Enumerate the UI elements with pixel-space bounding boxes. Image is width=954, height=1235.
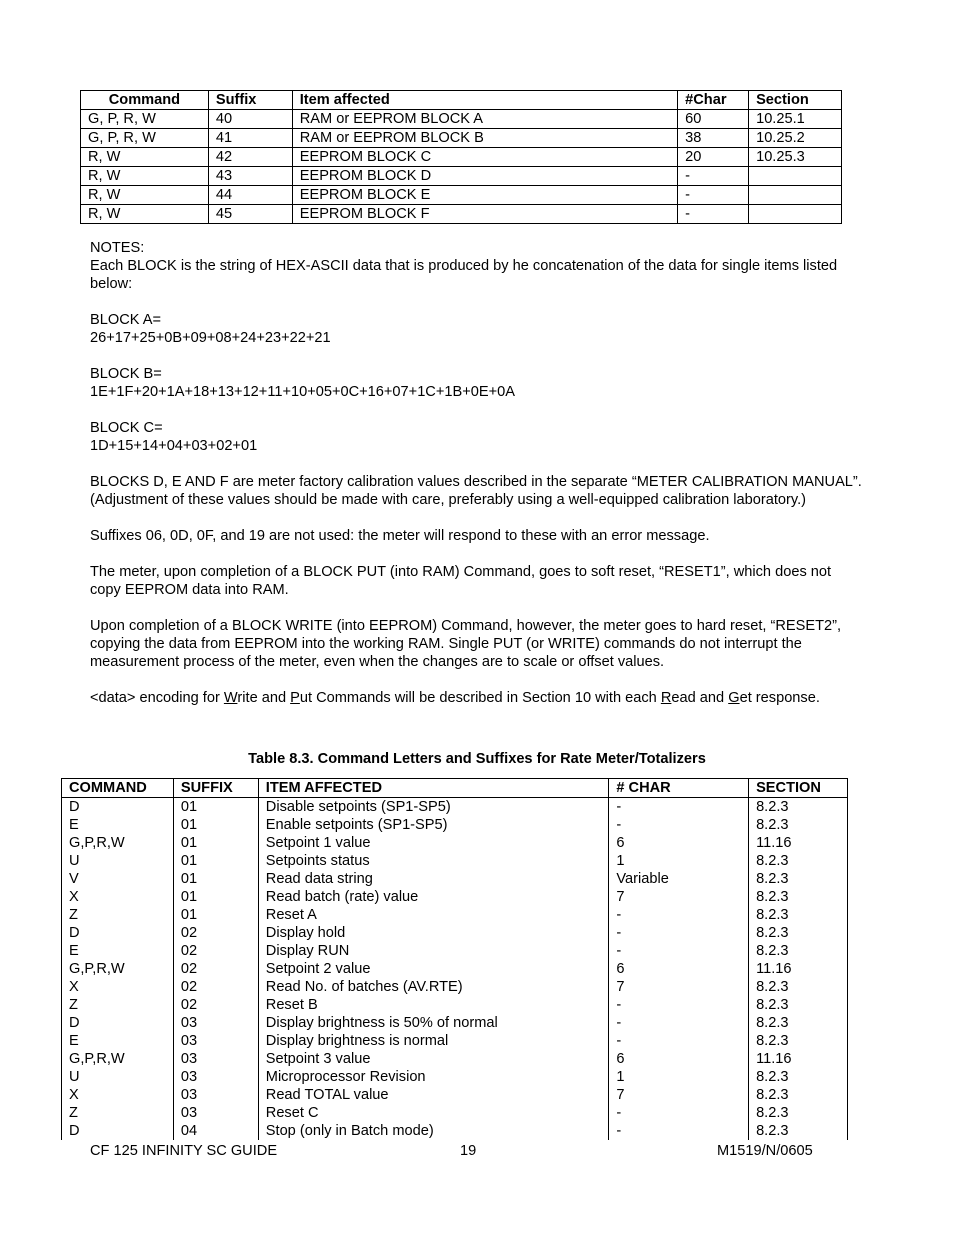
cell-char: - — [609, 942, 749, 960]
cell-char: 7 — [609, 888, 749, 906]
block-c-value: 1D+15+14+04+03+02+01 — [90, 438, 258, 454]
cell-section: 8.2.3 — [749, 1068, 848, 1086]
cell-command: G,P,R,W — [62, 834, 174, 852]
table-row — [81, 186, 842, 205]
cell-char: - — [609, 906, 749, 924]
cell-command: D — [62, 924, 174, 942]
write-reset-paragraph: Upon completion of a BLOCK WRITE (into EEPROM) Command, however, the meter goes to hard reset, “RESET2”, copying the data from EEPROM into the working RAM. Single PUT (or WRITE) commands do not interrupt the measurement process of the meter, even when the changes are to scale or offset values. — [90, 618, 842, 670]
column-header-suffix: SUFFIX — [173, 779, 258, 798]
cell-suffix: 45 — [208, 205, 292, 224]
cell-char: - — [678, 205, 749, 224]
column-header-section: Section — [749, 91, 842, 110]
cell-char: - — [609, 1032, 749, 1050]
cell-char: 6 — [609, 960, 749, 978]
footer-page-number: 19 — [460, 1143, 477, 1159]
cell-char: - — [609, 1122, 749, 1140]
cell-section: 8.2.3 — [749, 888, 848, 906]
cell-item: EEPROM BLOCK C — [292, 148, 677, 167]
cell-char: - — [678, 186, 749, 205]
cell-section: 10.25.3 — [749, 148, 842, 167]
cell-item: Setpoint 1 value — [258, 834, 609, 852]
cell-item: Enable setpoints (SP1-SP5) — [258, 816, 609, 834]
table-row — [81, 167, 842, 186]
cell-item: EEPROM BLOCK D — [292, 167, 677, 186]
cell-item: RAM or EEPROM BLOCK B — [292, 129, 677, 148]
table-caption: Table 8.3. Command Letters and Suffixes for Rate Meter/Totalizers — [248, 751, 706, 767]
cell-command: Z — [62, 996, 174, 1014]
cell-char: 6 — [609, 834, 749, 852]
cell-command: Z — [62, 906, 174, 924]
cell-char: - — [678, 167, 749, 186]
cell-item: Read TOTAL value — [258, 1086, 609, 1104]
cell-item: RAM or EEPROM BLOCK A — [292, 110, 677, 129]
cell-item: Setpoints status — [258, 852, 609, 870]
block-b-definition — [90, 365, 865, 401]
cell-command: G, P, R, W — [81, 110, 209, 129]
cell-section: 11.16 — [749, 960, 848, 978]
encoding-letter-r: R — [660, 690, 672, 706]
table-row — [62, 996, 848, 1014]
cell-suffix: 41 — [208, 129, 292, 148]
table-row — [62, 924, 848, 942]
cell-section: 8.2.3 — [749, 852, 848, 870]
table-row — [62, 978, 848, 996]
table-row — [81, 148, 842, 167]
cell-suffix: 02 — [173, 942, 258, 960]
cell-suffix: 02 — [173, 996, 258, 1014]
cell-command: R, W — [81, 148, 209, 167]
cell-item: EEPROM BLOCK F — [292, 205, 677, 224]
notes-intro: Each BLOCK is the string of HEX-ASCII data that is produced by he concatenation of the data for single items listed below: — [90, 258, 838, 292]
cell-suffix: 01 — [173, 852, 258, 870]
cell-suffix: 02 — [173, 924, 258, 942]
cell-item: Display brightness is 50% of normal — [258, 1014, 609, 1032]
column-header-command: COMMAND — [62, 779, 174, 798]
block-b-label: BLOCK B= — [90, 366, 162, 382]
cell-suffix: 03 — [173, 1086, 258, 1104]
blocks-def-paragraph: BLOCKS D, E AND F are meter factory calibration values described in the separate “METER CALIBRATION MANUAL”. (Adjustment of these values should be made with care, preferably using a well-equipped calibration laboratory.) — [90, 474, 862, 508]
cell-char: Variable — [609, 870, 749, 888]
cell-command: E — [62, 816, 174, 834]
encoding-letter-g: G — [728, 690, 740, 706]
column-header-char: # CHAR — [609, 779, 749, 798]
cell-item: Setpoint 2 value — [258, 960, 609, 978]
column-header-char: #Char — [678, 91, 749, 110]
cell-item: Display RUN — [258, 942, 609, 960]
cell-suffix: 03 — [173, 1104, 258, 1122]
cell-suffix: 03 — [173, 1032, 258, 1050]
cell-item: Read data string — [258, 870, 609, 888]
cell-char: 7 — [609, 1086, 749, 1104]
cell-command: U — [62, 852, 174, 870]
table-row — [62, 870, 848, 888]
table-row — [62, 1032, 848, 1050]
table-row — [81, 205, 842, 224]
table-header-row — [62, 779, 848, 798]
cell-command: E — [62, 942, 174, 960]
cell-suffix: 01 — [173, 834, 258, 852]
encoding-letter-w: W — [223, 690, 238, 706]
block-a-label: BLOCK A= — [90, 312, 161, 328]
notes-intro-paragraph — [90, 239, 865, 293]
cell-command: U — [62, 1068, 174, 1086]
column-header-item: ITEM AFFECTED — [258, 779, 609, 798]
table-row — [62, 816, 848, 834]
cell-char: - — [609, 924, 749, 942]
cell-suffix: 44 — [208, 186, 292, 205]
encoding-text-2: rite and — [237, 690, 291, 706]
table-row — [62, 1086, 848, 1104]
cell-suffix: 40 — [208, 110, 292, 129]
block-a-definition — [90, 311, 865, 347]
column-header-command: Command — [81, 91, 209, 110]
cell-command: R, W — [81, 205, 209, 224]
cell-suffix: 01 — [173, 816, 258, 834]
cell-section: 8.2.3 — [749, 906, 848, 924]
cell-suffix: 03 — [173, 1014, 258, 1032]
rate-meter-commands-table — [61, 778, 848, 1140]
notes-heading: NOTES: — [90, 240, 145, 256]
cell-suffix: 02 — [173, 978, 258, 996]
cell-item: Setpoint 3 value — [258, 1050, 609, 1068]
cell-command: D — [62, 798, 174, 817]
cell-section: 8.2.3 — [749, 978, 848, 996]
cell-section: 10.25.1 — [749, 110, 842, 129]
cell-section: 8.2.3 — [749, 1086, 848, 1104]
cell-section: 8.2.3 — [749, 942, 848, 960]
table-row — [62, 852, 848, 870]
notes-section — [90, 239, 865, 707]
table-row — [81, 110, 842, 129]
encoding-letter-p: P — [290, 690, 300, 706]
put-reset-paragraph: The meter, upon completion of a BLOCK PUT (into RAM) Command, goes to soft reset, “RESET1”, which does not copy EEPROM data into RAM. — [90, 564, 832, 598]
cell-command: Z — [62, 1104, 174, 1122]
cell-suffix: 01 — [173, 798, 258, 817]
block-c-definition — [90, 419, 865, 455]
cell-item: Stop (only in Batch mode) — [258, 1122, 609, 1140]
cell-char: 60 — [678, 110, 749, 129]
cell-suffix: 03 — [173, 1050, 258, 1068]
cell-char: 38 — [678, 129, 749, 148]
table-row — [62, 906, 848, 924]
cell-char: 7 — [609, 978, 749, 996]
cell-suffix: 03 — [173, 1068, 258, 1086]
cell-item: Read No. of batches (AV.RTE) — [258, 978, 609, 996]
cell-command: X — [62, 978, 174, 996]
table-row — [62, 1014, 848, 1032]
table-header-row — [81, 91, 842, 110]
cell-section: 8.2.3 — [749, 798, 848, 817]
cell-section: 11.16 — [749, 1050, 848, 1068]
cell-item: EEPROM BLOCK E — [292, 186, 677, 205]
encoding-text-3: ut Commands will be described in Section 10 with each — [299, 690, 661, 706]
cell-command: D — [62, 1014, 174, 1032]
cell-section: 8.2.3 — [749, 924, 848, 942]
cell-section: 11.16 — [749, 834, 848, 852]
cell-command: V — [62, 870, 174, 888]
cell-char: - — [609, 996, 749, 1014]
cell-section: 8.2.3 — [749, 1122, 848, 1140]
cell-suffix: 04 — [173, 1122, 258, 1140]
table-row — [62, 942, 848, 960]
cell-section: 8.2.3 — [749, 1014, 848, 1032]
encoding-text-1: <data> encoding for — [90, 690, 224, 706]
cell-suffix: 01 — [173, 888, 258, 906]
cell-suffix: 01 — [173, 906, 258, 924]
cell-item: Disable setpoints (SP1-SP5) — [258, 798, 609, 817]
cell-command: R, W — [81, 167, 209, 186]
table-row — [81, 129, 842, 148]
table-row — [62, 1050, 848, 1068]
table-body — [62, 798, 848, 1141]
table-row — [62, 1104, 848, 1122]
cell-section: 10.25.2 — [749, 129, 842, 148]
footer-document-code: M1519/N/0605 — [717, 1143, 813, 1159]
cell-char: 20 — [678, 148, 749, 167]
cell-char: 1 — [609, 1068, 749, 1086]
cell-command: E — [62, 1032, 174, 1050]
cell-char: - — [609, 1014, 749, 1032]
cell-item: Reset A — [258, 906, 609, 924]
cell-item: Display brightness is normal — [258, 1032, 609, 1050]
cell-section: 8.2.3 — [749, 1104, 848, 1122]
table-row — [62, 834, 848, 852]
cell-item: Microprocessor Revision — [258, 1068, 609, 1086]
cell-char: - — [609, 816, 749, 834]
table-row — [62, 1068, 848, 1086]
cell-char: - — [609, 798, 749, 817]
table-row — [62, 798, 848, 817]
cell-command: G, P, R, W — [81, 129, 209, 148]
cell-char: 6 — [609, 1050, 749, 1068]
block-commands-table — [80, 90, 842, 224]
cell-item: Read batch (rate) value — [258, 888, 609, 906]
cell-suffix: 43 — [208, 167, 292, 186]
table-row — [62, 1122, 848, 1140]
cell-suffix: 42 — [208, 148, 292, 167]
column-header-suffix: Suffix — [208, 91, 292, 110]
encoding-text-5: et response. — [739, 690, 820, 706]
suffixes-paragraph: Suffixes 06, 0D, 0F, and 19 are not used: the meter will respond to these with an error message. — [90, 528, 710, 544]
block-b-value: 1E+1F+20+1A+18+13+12+11+10+05+0C+16+07+1C+1B+0E+0A — [90, 384, 515, 400]
block-c-label: BLOCK C= — [90, 420, 163, 436]
cell-suffix: 01 — [173, 870, 258, 888]
column-header-section: SECTION — [749, 779, 848, 798]
cell-suffix: 02 — [173, 960, 258, 978]
cell-command: X — [62, 888, 174, 906]
cell-item: Reset B — [258, 996, 609, 1014]
column-header-item: Item affected — [292, 91, 677, 110]
cell-command: X — [62, 1086, 174, 1104]
cell-command: G,P,R,W — [62, 1050, 174, 1068]
cell-section: 8.2.3 — [749, 870, 848, 888]
cell-section — [749, 186, 842, 205]
table-row — [62, 888, 848, 906]
cell-command: D — [62, 1122, 174, 1140]
cell-section — [749, 167, 842, 186]
cell-command: G,P,R,W — [62, 960, 174, 978]
encoding-paragraph — [90, 689, 865, 707]
cell-section: 8.2.3 — [749, 816, 848, 834]
table-row — [62, 960, 848, 978]
cell-command: R, W — [81, 186, 209, 205]
cell-item: Display hold — [258, 924, 609, 942]
cell-section: 8.2.3 — [749, 996, 848, 1014]
cell-item: Reset C — [258, 1104, 609, 1122]
cell-section: 8.2.3 — [749, 1032, 848, 1050]
block-a-value: 26+17+25+0B+09+08+24+23+22+21 — [90, 330, 331, 346]
cell-char: 1 — [609, 852, 749, 870]
footer-document-title: CF 125 INFINITY SC GUIDE — [90, 1143, 278, 1159]
cell-section — [749, 205, 842, 224]
encoding-text-4: ead and — [671, 690, 729, 706]
cell-char: - — [609, 1104, 749, 1122]
